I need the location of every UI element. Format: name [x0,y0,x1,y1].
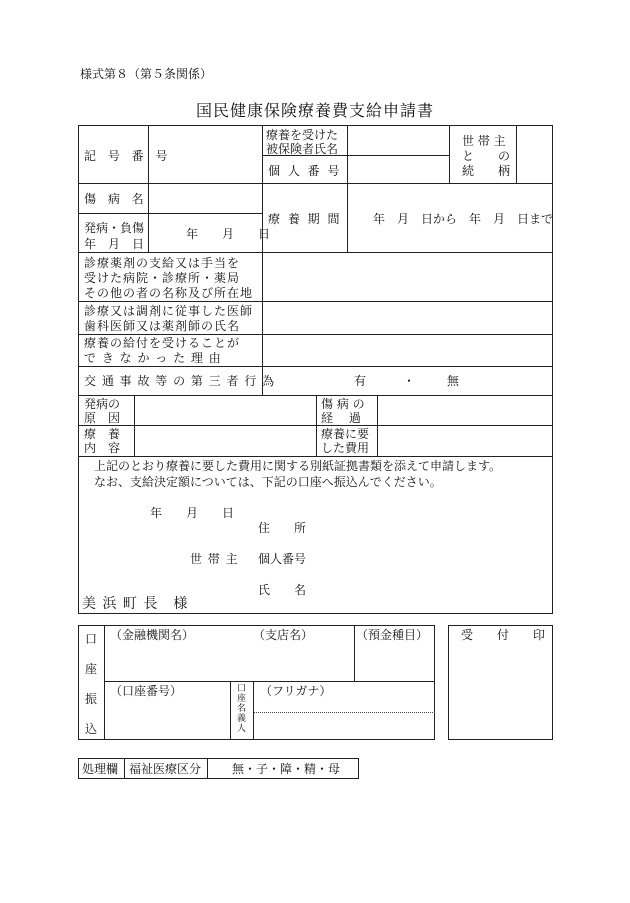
personal-number-label: 個 人 番 号 [268,164,342,178]
bank-name-label: （金融機関名） [110,628,195,642]
onset-date-label: 発病・負傷 年 月 日 [84,221,145,251]
origin-cause-field[interactable] [136,397,314,424]
account-number-label: （口座番号） [110,684,183,698]
third-party-yes[interactable]: 有 [354,374,367,388]
illness-progress-field[interactable] [379,397,551,424]
origin-cause-label: 発病の 原 因 [84,397,121,425]
declaration-line-1: 上記のとおり療養に要した費用に関する別紙証拠書類を添えて申請します。 [94,459,502,473]
care-content-field[interactable] [136,427,314,455]
account-holder-label: 口 座 名 義 人 [237,684,247,734]
form-number: 様式第８（第５条関係） [80,67,213,81]
account-holder-field[interactable] [255,714,433,738]
record-number-label: 記 号 番 号 [84,149,172,163]
householder-label: 世 帯 主 [190,552,239,566]
third-party-no[interactable]: 無 [447,374,460,388]
insured-name-label: 療養を受けた 被保険者氏名 [266,128,339,156]
address-label: 住 所 [258,521,307,535]
furigana-label: （フリガナ） [260,684,332,698]
care-content-label: 療 養 内 容 [84,427,121,455]
account-number-field[interactable] [106,700,228,738]
addressee: 美 浜 町 長 様 [82,596,189,612]
page-title: 国民健康保険療養費支給申請書 [196,101,435,120]
third-party-label: 交 通 事 故 等 の 第 三 者 行 為 [84,374,276,388]
declaration-line-2: なお、支給決定額については、下記の口座へ振込んでください。 [94,475,442,489]
onset-date-field[interactable]: 年 月 日 [186,227,271,241]
insured-name-field[interactable] [349,127,447,154]
third-party-separator: ・ [403,374,416,388]
provider-name-label: 診療薬剤の支給又は手当を 受けた病院・診療所・薬局 その他の者の名称及び所在地 [84,256,254,300]
householder-personal-number-label: 個人番号 [258,552,307,566]
provider-name-field[interactable] [264,254,551,300]
doctor-name-field[interactable] [264,303,551,333]
care-cost-field[interactable] [379,427,551,455]
householder-name-label: 氏 名 [258,583,307,597]
illness-progress-label: 傷 病 の 経 過 [321,397,365,425]
doctor-name-label: 診療又は調剤に従事した医師 歯科医師又は薬剤師の氏名 [84,304,254,333]
welfare-category-label: 福祉医療区分 [129,762,202,776]
illness-name-field[interactable] [150,185,260,212]
deposit-type-field[interactable] [356,645,433,680]
processing-label: 処理欄 [82,762,119,776]
care-cost-label: 療養に要 した費用 [321,427,370,455]
account-transfer-label: 口 座 振 込 [85,632,98,736]
treatment-period-label: 療 養 期 間 [268,212,342,226]
relation-label: 世 帯 主 と の 続 柄 [462,134,511,178]
treatment-period-field[interactable]: 年 月 日から 年 月 日まで [373,212,554,226]
reason-field[interactable] [264,336,551,365]
receipt-stamp-label: 受 付 印 [461,628,546,642]
application-date[interactable]: 年 月 日 [150,506,235,520]
deposit-type-label: （預金種目） [356,628,429,642]
illness-name-label: 傷 病 名 [84,192,148,206]
receipt-stamp-box [448,625,553,740]
welfare-category-options[interactable]: 無・子・障・精・母 [232,762,341,776]
branch-name-label: （支店名） [253,628,314,642]
reason-label: 療養の給付を受けることが で き な か っ た 理 由 [84,336,241,365]
relation-field[interactable] [518,127,551,182]
bank-name-field[interactable] [106,645,352,680]
